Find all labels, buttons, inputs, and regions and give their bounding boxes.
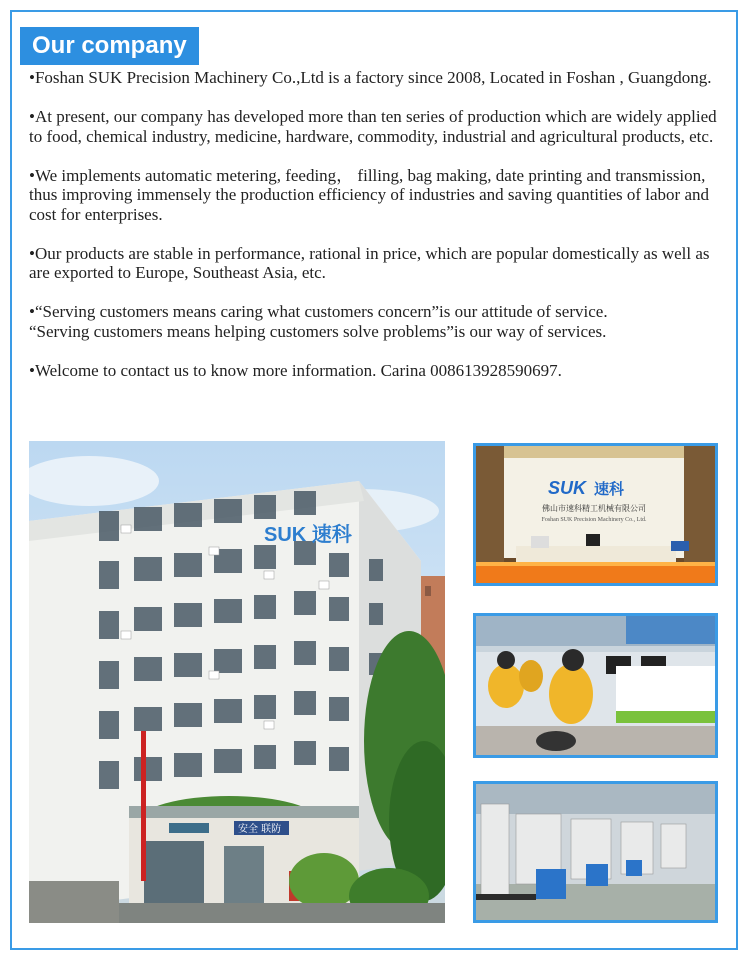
office-illustration (476, 616, 715, 755)
office-photo (473, 613, 718, 758)
building-sign: SUK 速科 (264, 524, 352, 546)
reception-illustration (476, 446, 715, 583)
paragraph-factory: •Foshan SUK Precision Machinery Co.,Ltd is a factory since 2008, Located in Foshan , Guangdong. (29, 68, 712, 87)
intro-text (29, 68, 729, 400)
gate-sign: 安全 联防 (238, 824, 282, 835)
paragraph-export: •Our products are stable in performance, rational in price, which are popular domestically as well as are exported to Europe, Southeast Asia, etc. (29, 243, 710, 282)
paragraph-products: •At present, our company has developed more than ten series of production which are widely applied to food, chemical industry, medicine, hardware, commodity, industrial and agricultural products, etc. (29, 107, 717, 146)
paragraph-automation: •We implements automatic metering, feeding， filling, bag making, date printing and transmission, thus improving immensely the production efficiency of industries and saving quantities of labor and cost for enterprises. (29, 165, 710, 224)
reception-logo-cn: 速科 (594, 480, 625, 498)
workshop-illustration (476, 784, 715, 920)
reception-photo (473, 443, 718, 586)
section-title: Our company (20, 27, 199, 65)
reception-company-cn: 佛山市速科精工机械有限公司 (542, 504, 646, 513)
reception-company-en: Foshan SUK Precision Machinery Co., Ltd. (541, 517, 647, 523)
workshop-photo (473, 781, 718, 923)
paragraph-service-way: “Serving customers means helping customers solve problems”is our way of services. (29, 321, 607, 341)
building-illustration (29, 441, 445, 923)
paragraph-contact: •Welcome to contact us to know more information. Carina 008613928590697. (29, 360, 562, 380)
factory-building-photo (29, 441, 445, 923)
reception-logo: SUK (548, 478, 587, 498)
paragraph-service-attitude: •“Serving customers means caring what customers concern”is our attitude of service. (29, 302, 608, 321)
